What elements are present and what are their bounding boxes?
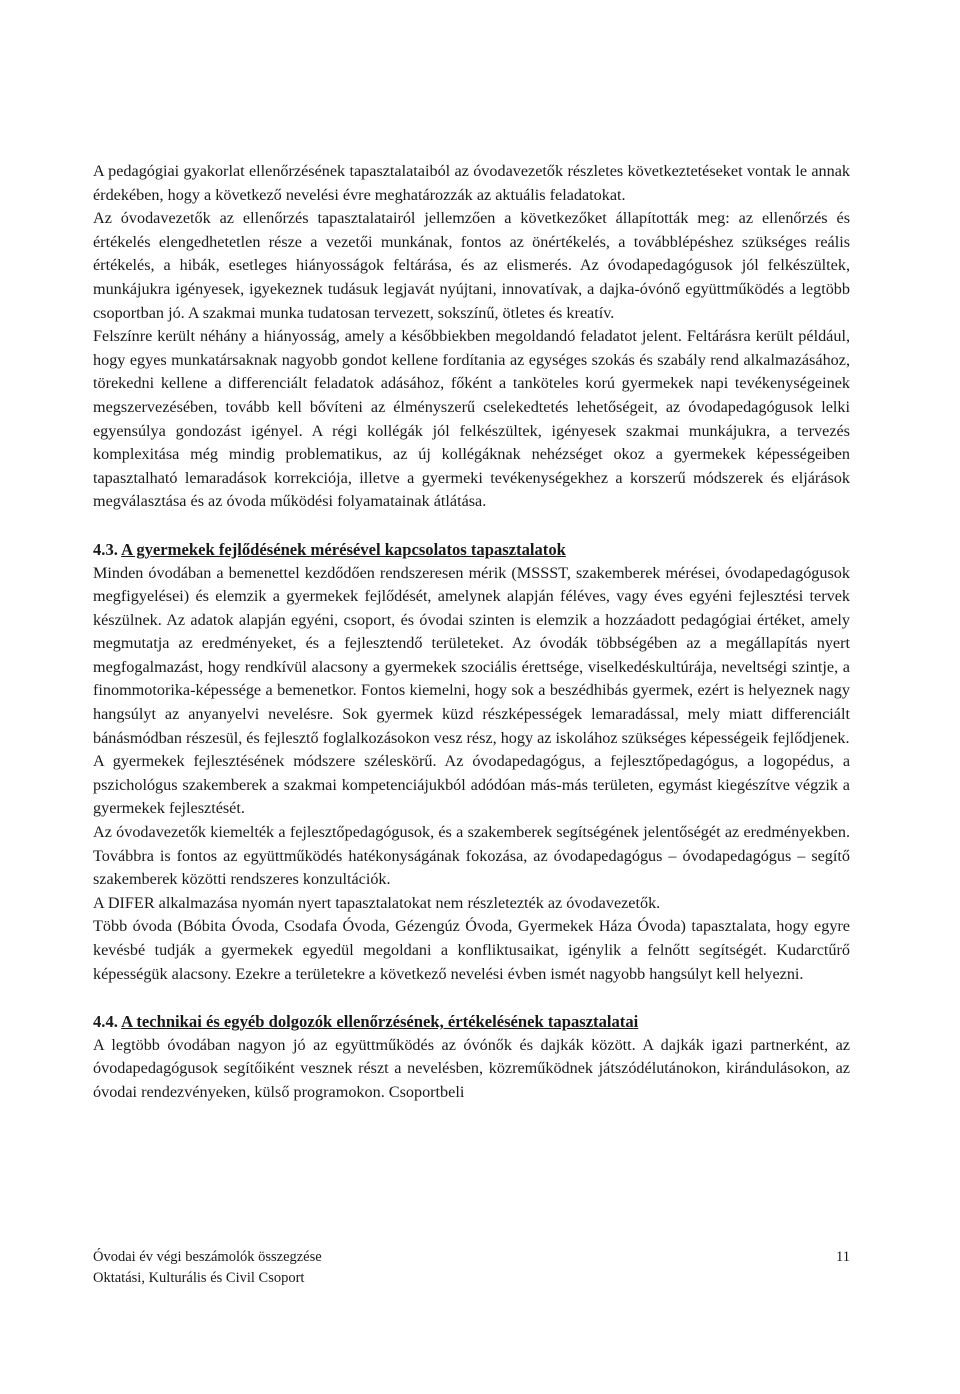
paragraph-methods: A gyermekek fejlesztésének módszere széleskörű. Az óvodapedagógus, a fejlesztőpedagógus, a logopédus, a pszichológus szakemberek a szakmai kompetenciájukból adódóan más-más területen, egymást kiegészítve végzik a gyermekek fejlesztését.	[93, 752, 850, 818]
paragraph-specialists: Az óvodavezetők kiemelték a fejlesztőpedagógusok, és a szakemberek segítségének jelentőségét az eredményekben. Továbbra is fontos az együttműködés hatékonyságának fokozása, az óvodapedagógus – óvodapedagógus – segítő szakemberek közötti rendszeres konzultációk.	[93, 823, 850, 889]
paragraph-cooperation: A legtöbb óvodában nagyon jó az együttműködés az óvónők és dajkák között. A dajkák igazi partnerként, az óvodapedagógusok segítőiként vesznek részt a nevelésben, közreműködnek játszódélutánokon, kirándulásokon, az óvodai rendezvényeken, külső programokon. Csoportbeli	[93, 1035, 850, 1101]
section-number: 4.3.	[93, 539, 118, 559]
document-body	[93, 160, 850, 1105]
footer-department: Oktatási, Kulturális és Civil Csoport	[93, 1270, 305, 1286]
paragraph-conflicts: Több óvoda (Bóbita Óvoda, Csodafa Óvoda, Gézengúz Óvoda, Gyermekek Háza Óvoda) tapasztalata, hogy egyre kevésbé tudják a gyermekek egyedül megoldani a konfliktusaikat, igénylik a felnőtt segítségét. Kudarctűrő képességük alacsony. Ezekre a területekre a következő nevelési évben ismét nagyobb hangsúlyt kell helyezni.	[93, 917, 850, 983]
footer-title: Óvodai év végi beszámolók összegzése	[93, 1249, 322, 1265]
paragraph-shortcomings: Felszínre került néhány a hiányosság, amely a későbbiekben megoldandó feladatot jelent. Feltárásra került például, hogy egyes munkatársaknak nagyobb gondot kellene fordítania az egységes szokás és szabály rend alkalmazásához, törekedni kellene a differenciált feladatok adásához, főként a tanköteles korú gyermekek napi tevékenységeinek megszervezésében, tovább kell bővíteni az élményszerű cselekedtetés lehetőségeit, az óvodapedagógusok lelki egyensúlya gondozást igényel. A régi kollégák jól felkészültek, igényesek szakmai munkájukra, a tervezés komplexitása még mindig problematikus, az új kollégáknak nehézséget okoz a gyermekek képességeiben tapasztalható lemaradások korrekciója, illetve a gyermeki tevékenységekhez a korszerű módszerek és eljárások megválasztása és az óvoda működési folyamatainak átlátása.	[93, 327, 850, 511]
page-number: 11	[836, 1249, 850, 1265]
paragraph-intro: A pedagógiai gyakorlat ellenőrzésének tapasztalataiból az óvodavezetők részletes következtetéseket vontak le annak érdekében, hogy a következő nevelési évre meghatározzák az aktuális feladatokat.	[93, 162, 850, 204]
paragraph-measurement: Minden óvodában a bemenettel kezdődően rendszeresen mérik (MSSST, szakemberek mérései, óvodapedagógusok megfigyelései) és elemzik a gyermekek fejlődését, amelynek alapján féléves, vagy éves egyéni fejlesztési tervek készülnek. Az adatok alapján egyéni, csoport, és óvodai szinten is elemzik a hozzáadott pedagógiai értéket, amely megmutatja az eredményeket, és a fejlesztendő területeket. Az óvodák többségében az a megállapítás nyert megfogalmazást, hogy rendkívül alacsony a gyermekek szociális érettsége, viselkedéskultúrája, neveltségi szintje, a finommotorika-képessége a bemenetkor. Fontos kiemelni, hogy sok a beszédhibás gyermek, ezért is helyeznek nagy hangsúlyt az anyanyelvi nevelésre. Sok gyermek küzd részképességek lemaradással, mely miatt differenciált bánásmódban részesül, és fejlesztő foglalkozásokon vesz rész, hogy az iskolához szükséges képességeik fejlődjenek.	[93, 563, 850, 747]
section-number: 4.4.	[93, 1012, 118, 1032]
paragraph-findings: Az óvodavezetők az ellenőrzés tapasztalatairól jellemzően a következőket állapították meg: az ellenőrzés és értékelés elengedhetetlen része a vezetői munkának, fontos az önértékelés, a továbblépéshez szükséges reális értékelés, a hibák, esetleges hiányosságok feltárása, és az elismerés. Az óvodapedagógusok jól felkészültek, munkájukra igényesek, igyekeznek tudásuk legjavát nyújtani, innovatívak, a dajka-óvónő együttműködés a legtöbb csoportban jó. A szakmai munka tudatosan tervezett, sokszínű, ötletes és kreatív.	[93, 209, 850, 322]
section-title: A gyermekek fejlődésének mérésével kapcsolatos tapasztalatok	[121, 539, 566, 559]
section-title: A technikai és egyéb dolgozók ellenőrzésének, értékelésének tapasztalatai	[121, 1012, 639, 1032]
paragraph-difer: A DIFER alkalmazása nyomán nyert tapasztalatokat nem részletezték az óvodavezetők.	[93, 893, 661, 912]
section-heading-4-4	[93, 1010, 850, 1034]
section-heading-4-3	[93, 538, 850, 562]
page-footer	[93, 1247, 850, 1289]
